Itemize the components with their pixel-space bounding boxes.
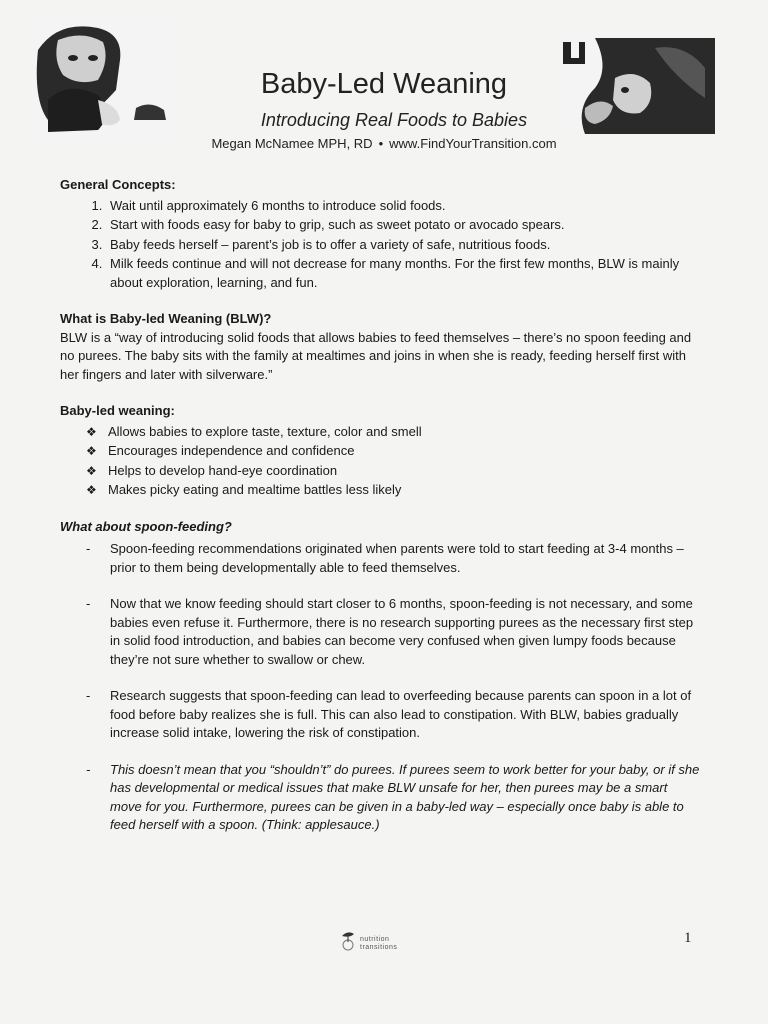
page-title: Baby-Led Weaning [260, 68, 508, 100]
byline-separator: • [378, 136, 384, 151]
leaf-logo-icon [338, 930, 358, 954]
list-item: 3. Baby feeds herself – parent’s job is to offer a variety of safe, nutritious foods. [106, 236, 700, 255]
logo-text: nutrition transitions [360, 936, 398, 951]
what-is-blw-section [60, 310, 700, 384]
document-body [60, 176, 700, 853]
what-is-blw-text: BLW is a “way of introducing solid foods that allows babies to feed themselves – there’s no spoon feeding and no purees. The baby sits with the family at mealtimes and joins in when she is ready, feeding herself first with her fingers and later with silverware.” [60, 329, 692, 382]
author-byline [0, 136, 768, 151]
diamond-bullet-icon: ❖ [86, 424, 97, 439]
page-subtitle: Introducing Real Foods to Babies [260, 110, 528, 130]
dash-bullet: - [86, 596, 91, 611]
list-item: - This doesn’t mean that you “shouldn’t” do purees. If purees seem to work better for your baby, or if she has developmental or medical issues that make BLW unsafe for her, then purees may be a smart move for you. Furthermore, purees can be given in a baby-led way – especially once baby is able to feed herself with a spoon. (Think: applesauce.) [86, 761, 700, 832]
list-item: ❖ Makes picky eating and mealtime battles less likely [86, 481, 700, 500]
spoon-feeding-list [60, 540, 700, 835]
list-item: 1. Wait until approximately 6 months to introduce solid foods. [106, 197, 700, 216]
general-concepts-heading: General Concepts: [60, 177, 176, 192]
general-concepts-list [60, 197, 700, 293]
dash-bullet: - [86, 761, 91, 777]
website-link[interactable]: www.FindYourTransition.com [389, 136, 557, 151]
spoon-feeding-section [60, 518, 700, 835]
list-item: 4. Milk feeds continue and will not decrease for many months. For the first few months, BLW is mainly about exploration, learning, and fun. [106, 255, 700, 292]
list-item: - Research suggests that spoon-feeding can lead to overfeeding because parents can spoon in a lot of food before baby realizes she is full. This can also lead to constipation. With BLW, babies gradually increase solid intake, lowering the risk of constipation. [86, 688, 692, 740]
footer-logo [338, 928, 418, 958]
blw-benefits-list [60, 423, 700, 500]
list-item: ❖ Helps to develop hand-eye coordination [86, 462, 700, 481]
list-item: ❖ Allows babies to explore taste, texture, color and smell [86, 423, 700, 442]
general-concepts-section [60, 176, 700, 292]
list-item: - Now that we know feeding should start closer to 6 months, spoon-feeding is not necessary, and some babies even refuse it. Furthermore, there is no research supporting purees as the necessary first step in solid food introduction, and babies can become very confused when given lumpy foods because they’re not sure whether to swallow or chew. [86, 596, 694, 667]
list-item: 2. Start with foods easy for baby to grip, such as sweet potato or avocado spears. [106, 216, 700, 235]
diamond-bullet-icon: ❖ [86, 483, 97, 497]
what-is-blw-heading: What is Baby-led Weaning (BLW)? [60, 311, 272, 326]
list-item: ❖ Encourages independence and confidence [86, 442, 700, 461]
blw-benefits-section [60, 402, 700, 500]
diamond-bullet-icon: ❖ [86, 444, 97, 458]
list-item: - Spoon-feeding recommendations originated when parents were told to start feeding at 3-4 months – prior to them being developmentally able to feed themselves. [86, 541, 684, 575]
author-name: Megan McNamee MPH, RD [211, 136, 373, 151]
spoon-feeding-heading: What about spoon-feeding? [60, 518, 232, 534]
diamond-bullet-icon: ❖ [86, 463, 97, 478]
blw-benefits-heading: Baby-led weaning: [60, 403, 175, 418]
dash-bullet: - [86, 541, 91, 556]
page-number: 1 [684, 930, 692, 946]
dash-bullet: - [86, 688, 91, 703]
